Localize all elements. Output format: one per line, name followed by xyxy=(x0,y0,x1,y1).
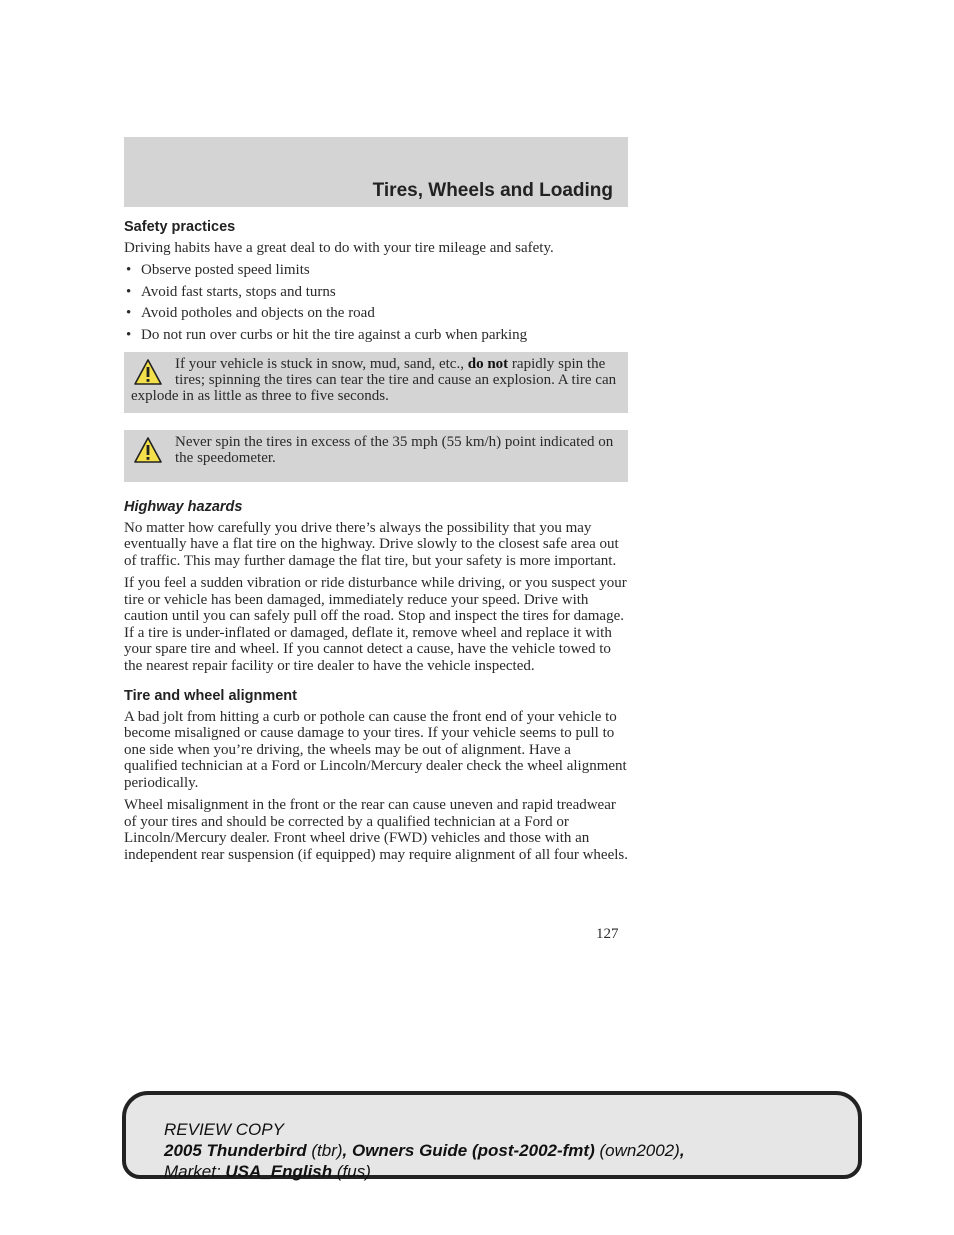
safety-intro: Driving habits have a great deal to do with your tire mileage and safety. xyxy=(124,239,554,256)
safety-practices-heading: Safety practices xyxy=(124,219,236,235)
highway-hazards-heading: Highway hazards xyxy=(124,499,243,515)
footer-model-line: 2005 Thunderbird (tbr), Owners Guide (post-2002-fmt) (own2002), xyxy=(164,1141,685,1160)
review-copy-label: REVIEW COPY xyxy=(164,1120,284,1139)
footer-market-line: Market: USA_English (fus) xyxy=(164,1162,371,1181)
warning-text: Never spin the tires in excess of the 35 mph (55 km/h) point indicated on the speedometer. xyxy=(175,434,614,466)
page-number: 127 xyxy=(596,926,619,942)
page-content xyxy=(124,219,628,869)
warning-triangle-icon xyxy=(133,436,163,464)
warning-text: If your vehicle is stuck in snow, mud, sand, etc., do not rapidly spin the tires; spinning the tires can tear the tire and cause an explosion. A tire can explode in as little as three to five seconds. xyxy=(131,356,617,404)
list-item: • Avoid fast starts, stops and turns xyxy=(126,283,336,300)
list-item: • Avoid potholes and objects on the road xyxy=(126,305,375,321)
warning-box-spin-stuck xyxy=(124,352,628,413)
review-copy-footer xyxy=(122,1091,862,1179)
bullet-glyph: • xyxy=(126,283,132,300)
warning-box-speed-limit xyxy=(124,430,628,482)
footer-text xyxy=(164,1119,685,1182)
alignment-paragraph: A bad jolt from hitting a curb or pothole can cause the front end of your vehicle to become misaligned or cause damage to your tires. If your vehicle seems to pull to one side when you’re driving, the wheels may be out of alignment. Have a qualified technician at a Ford or Lincoln/Mercury dealer check the wheel alignment periodically. xyxy=(124,708,627,791)
highway-paragraph: If you feel a sudden vibration or ride disturbance while driving, or you suspect your tire or vehicle has been damaged, immediately reduce your speed. Drive with caution until you can safely pull off the road. Stop and inspect the tires for damage. If a tire is under-inflated or damaged, deflate it, remove wheel and replace it with your spare tire and wheel. If you cannot detect a cause, have the vehicle towed to the nearest repair facility or tire dealer to have the vehicle inspected. xyxy=(124,575,627,674)
emphasis-do-not: do not xyxy=(467,356,509,372)
alignment-heading: Tire and wheel alignment xyxy=(124,688,297,704)
alignment-paragraph: Wheel misalignment in the front or the rear can cause uneven and rapid treadwear of your tires and should be corrected by a qualified technician at a Ford or Lincoln/Mercury dealer. Front wheel drive (FWD) vehicles and those with an independent rear suspension (if equipped) may require alignment of all four wheels. xyxy=(124,797,629,863)
list-item: • Observe posted speed limits xyxy=(126,262,310,278)
bullet-glyph: • xyxy=(126,326,132,343)
bullet-glyph: • xyxy=(126,262,132,278)
list-item: • Do not run over curbs or hit the tire against a curb when parking xyxy=(126,326,528,343)
highway-paragraph: No matter how carefully you drive there’s always the possibility that you may eventually have a flat tire on the highway. Drive slowly to the closest safe area out of traffic. This may further damage the flat tire, but your safety is more important. xyxy=(124,519,619,569)
bullet-glyph: • xyxy=(126,305,132,321)
section-title: Tires, Wheels and Loading xyxy=(372,180,613,201)
safety-bullet-list xyxy=(124,262,628,343)
warning-triangle-icon xyxy=(133,358,163,386)
section-header-band xyxy=(124,137,628,207)
